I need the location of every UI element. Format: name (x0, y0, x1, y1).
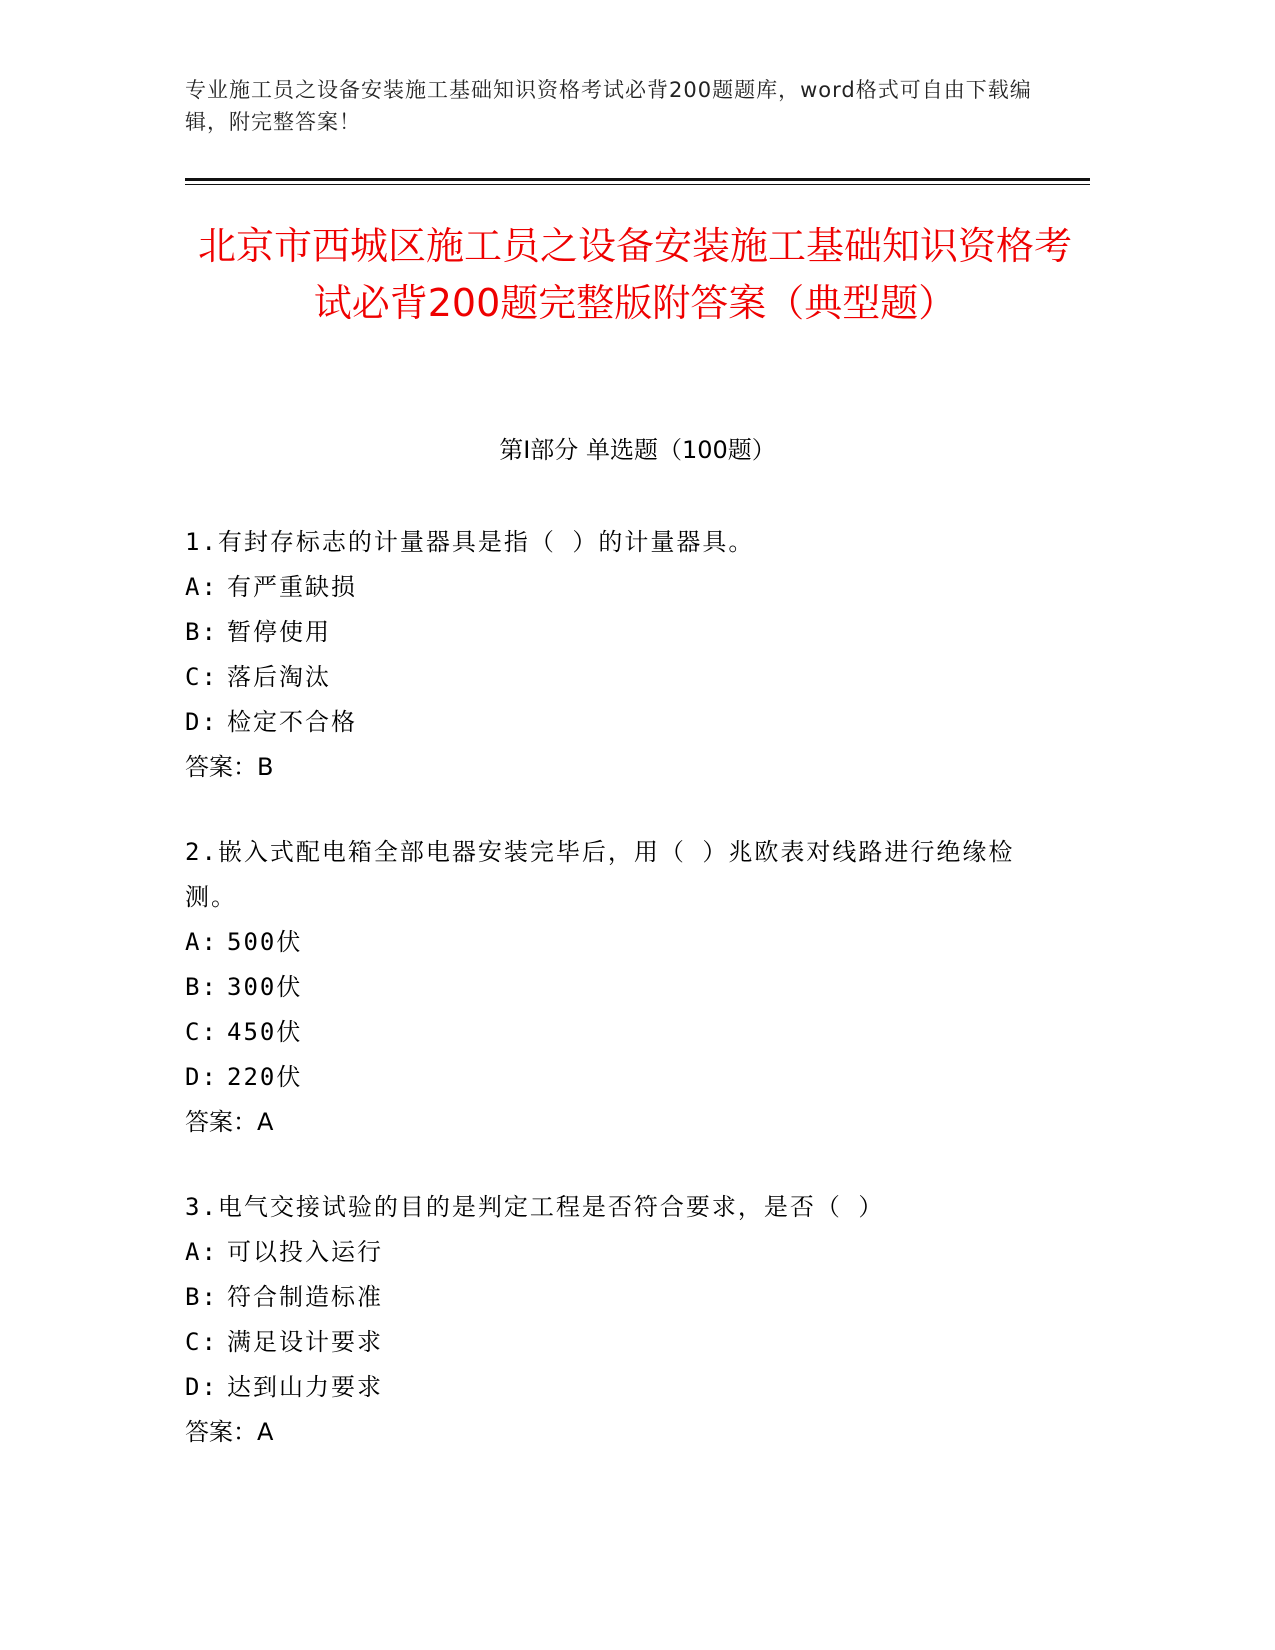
option-text: 可以投入运行 (227, 1238, 383, 1266)
option-text: 落后淘汰 (227, 663, 331, 691)
question-stem: 2.嵌入式配电箱全部电器安装完毕后，用（ ）兆欧表对线路进行绝缘检测。 (185, 838, 1015, 911)
option-label: D: (185, 1063, 218, 1091)
option-a (185, 920, 1065, 965)
option-text: 达到山力要求 (227, 1373, 383, 1401)
option-a (185, 1230, 1065, 1275)
header-note: 专业施工员之设备安装施工基础知识资格考试必背200题题库，word格式可自由下载编辑，附完整答案！ (185, 78, 1032, 134)
option-b (185, 1275, 1065, 1320)
question-stem: 1.有封存标志的计量器具是指（ ）的计量器具。 (185, 528, 755, 556)
option-b (185, 610, 1065, 655)
answer-label: 答案： (185, 1418, 257, 1446)
header-divider-thick (185, 178, 1090, 181)
question-1 (185, 520, 1065, 790)
option-label: D: (185, 1373, 218, 1401)
option-b (185, 965, 1065, 1010)
option-c (185, 1320, 1065, 1365)
answer-line (185, 1410, 1065, 1455)
option-text: 暂停使用 (227, 618, 331, 646)
option-text: 符合制造标准 (227, 1283, 383, 1311)
answer-label: 答案： (185, 1108, 257, 1136)
option-label: C: (185, 1018, 218, 1046)
option-c (185, 655, 1065, 700)
option-text: 有严重缺损 (227, 573, 357, 601)
answer-label: 答案： (185, 753, 257, 781)
option-label: C: (185, 663, 218, 691)
option-text: 检定不合格 (227, 708, 357, 736)
option-text: 220伏 (227, 1063, 303, 1091)
option-text: 500伏 (227, 928, 303, 956)
option-label: B: (185, 973, 218, 1001)
option-label: A: (185, 573, 218, 601)
option-label: B: (185, 1283, 218, 1311)
question-3 (185, 1185, 1065, 1455)
answer-line (185, 745, 1065, 790)
answer-value: A (257, 1418, 274, 1446)
answer-value: A (257, 1108, 274, 1136)
option-text: 450伏 (227, 1018, 303, 1046)
option-text: 满足设计要求 (227, 1328, 383, 1356)
answer-value: B (257, 753, 274, 781)
section-title: 第Ⅰ部分 单选题（100题） (499, 436, 776, 464)
option-a (185, 565, 1065, 610)
option-d (185, 700, 1065, 745)
option-label: D: (185, 708, 218, 736)
question-2 (185, 830, 1065, 1145)
question-stem: 3.电气交接试验的目的是判定工程是否符合要求，是否（ ） (185, 1193, 885, 1221)
option-label: C: (185, 1328, 218, 1356)
answer-line (185, 1100, 1065, 1145)
option-label: B: (185, 618, 218, 646)
option-label: A: (185, 1238, 218, 1266)
option-d (185, 1055, 1065, 1100)
option-d (185, 1365, 1065, 1410)
header-divider-thin (185, 184, 1090, 185)
option-c (185, 1010, 1065, 1055)
option-text: 300伏 (227, 973, 303, 1001)
question-list (185, 520, 1065, 1495)
option-label: A: (185, 928, 218, 956)
document-title: 北京市西城区施工员之设备安装施工基础知识资格考试必背200题完整版附答案（典型题） (197, 224, 1072, 325)
